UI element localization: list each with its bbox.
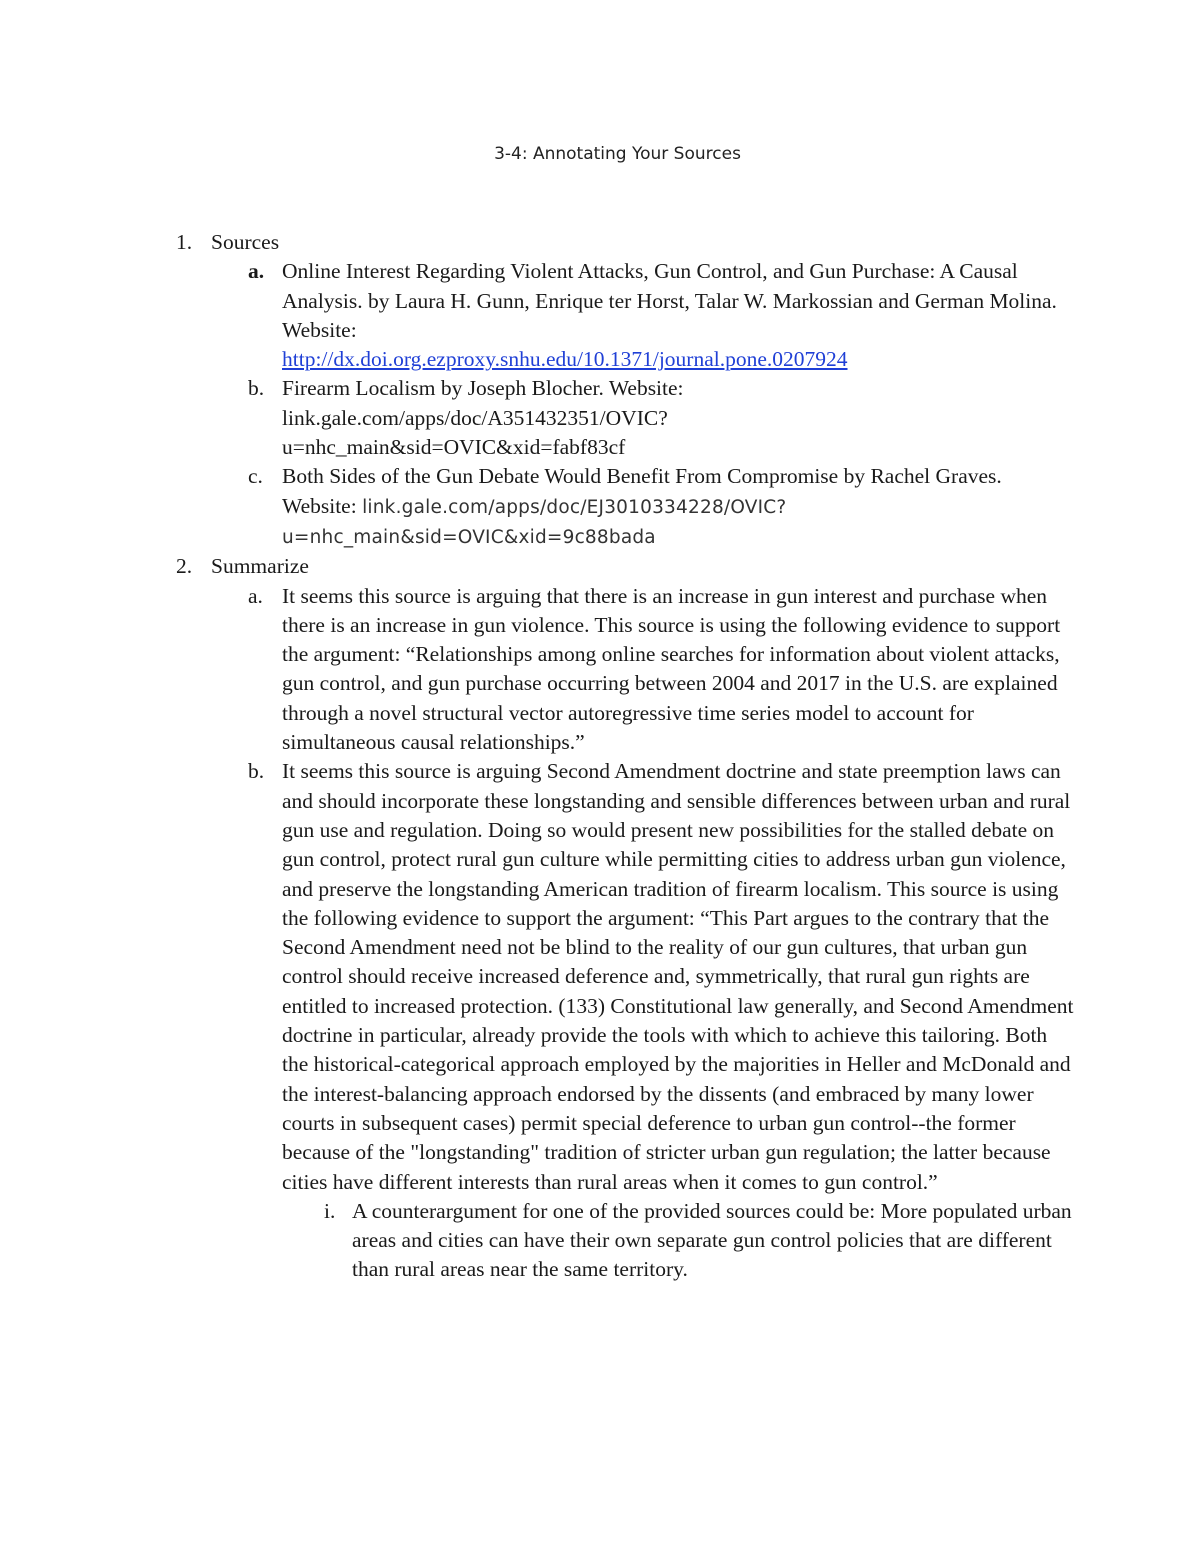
- counterargument-text: A counterargument for one of the provided sources could be: More populated urban areas and cities can have their own separate gun control policies that are different than rural areas near the same territory.: [352, 1198, 1072, 1282]
- summary-item-b: [174, 757, 1074, 1196]
- document-body: [174, 228, 1074, 1285]
- list-marker: 1.: [176, 230, 193, 254]
- source-url-c: link.gale.com/apps/doc/EJ3010334228/OVIC?u=nhc_main&sid=OVIC&xid=9c88bada: [282, 496, 787, 548]
- summary-text-a: It seems this source is arguing that there is an increase in gun interest and purchase when there is an increase in gun violence. This source is using the following evidence to support the argument: “Relationships among online searches for information about violent attacks, gun control, and gun purchase occurring between 2004 and 2017 in the U.S. are explained through a novel structural vector autoregressive time series model to account for simultaneous causal relationships.”: [282, 583, 1061, 755]
- list-item-summarize: [174, 552, 1074, 581]
- source-citation-a: Online Interest Regarding Violent Attacks, Gun Control, and Gun Purchase: A Causal Analysis. by Laura H. Gunn, Enrique ter Horst, Talar W. Markossian and German Molina. Website:: [282, 259, 1057, 342]
- list-marker: a.: [248, 259, 265, 284]
- document-title: 3-4: Annotating Your Sources: [494, 144, 741, 164]
- list-marker: c.: [248, 464, 263, 489]
- counterargument-item-i: [174, 1197, 1074, 1285]
- source-citation-b: Firearm Localism by Joseph Blocher. Website:: [282, 376, 684, 401]
- source-citation-c: Both Sides of the Gun Debate Would Benefit From Compromise by Rachel Graves. Website:: [282, 464, 1002, 518]
- list-item-sources: [174, 228, 1074, 257]
- list-marker: 2.: [176, 554, 193, 579]
- summary-item-a: [174, 582, 1074, 758]
- source-item-c: [174, 462, 1074, 552]
- list-marker: a.: [248, 583, 263, 608]
- list-marker: b.: [248, 759, 265, 784]
- section-heading-summarize: Summarize: [211, 554, 309, 579]
- source-item-b: [174, 374, 1074, 462]
- source-url-b-line2: u=nhc_main&sid=OVIC&xid=fabf83cf: [282, 435, 626, 460]
- list-marker: i.: [324, 1198, 336, 1223]
- section-heading-sources: Sources: [211, 230, 280, 254]
- summary-text-b: It seems this source is arguing Second Amendment doctrine and state preemption laws can and should incorporate these longstanding and sensible differences between urban and rural gun use and regulation. Doing so would present new possibilities for the stalled debate on gun control, protect rural gun culture while permitting cities to address urban gun violence, and preserve the longstanding American tradition of firearm localism. This source is using the following evidence to support the argument: “This Part argues to the contrary that the Second Amendment need not be blind to the reality of our gun cultures, that urban gun control should receive increased deference and, symmetrically, that rural gun rights are entitled to increased protection. (133) Constitutional law generally, and Second Amendment doctrine in particular, already provide the tools with which to achieve this tailoring. Both the historical-categorical approach employed by the majorities in Heller and McDonald and the interest-balancing approach endorsed by the dissents (and embraced by many lower courts in subsequent cases) permit special deference to urban gun control--the former because of the "longstanding" tradition of stricter urban gun regulation; the latter because cities have different interests than rural areas when it comes to gun control.”: [282, 759, 1074, 1194]
- list-marker: b.: [248, 376, 265, 401]
- source-url-b-line1: link.gale.com/apps/doc/A351432351/OVIC?: [282, 405, 668, 430]
- source-item-a: [174, 257, 1074, 374]
- source-link-a[interactable]: http://dx.doi.org.ezproxy.snhu.edu/10.1371/journal.pone.0207924: [282, 347, 848, 372]
